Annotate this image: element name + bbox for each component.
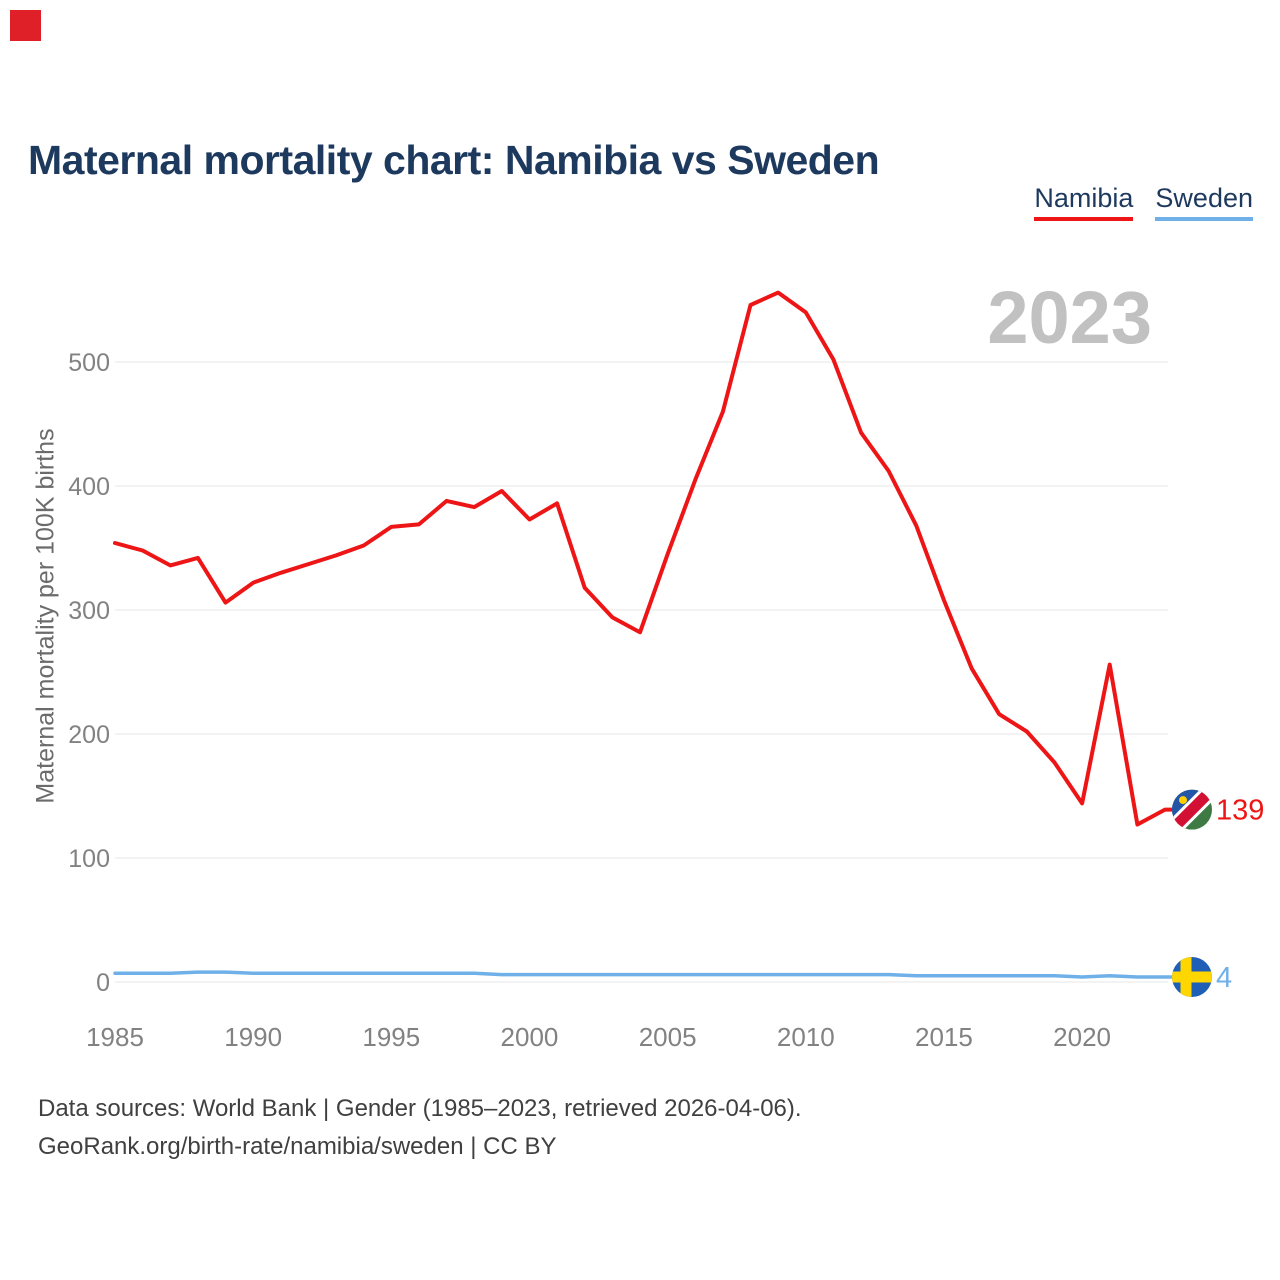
footer-sources-line: Data sources: World Bank | Gender (1985–2023, retrieved 2026-04-06).	[38, 1095, 802, 1122]
x-tick-label: 2000	[500, 1022, 559, 1052]
x-tick-label: 2010	[776, 1022, 835, 1052]
flag-sweden-icon	[1172, 957, 1212, 997]
end-value-label-namibia: 139	[1216, 794, 1265, 827]
flag-namibia-icon	[1168, 786, 1216, 834]
y-tick-label: 100	[68, 845, 110, 873]
watermark-year: 2023	[987, 276, 1152, 359]
footer	[38, 1090, 802, 1166]
y-tick-label: 500	[68, 349, 110, 377]
y-tick-label: 0	[96, 969, 110, 997]
x-tick-label: 1995	[362, 1022, 421, 1052]
footer-url-line: GeoRank.org/birth-rate/namibia/sweden | CC BY	[38, 1133, 557, 1160]
end-value-label-sweden: 4	[1216, 962, 1233, 995]
x-tick-label: 1990	[224, 1022, 283, 1052]
y-axis-label: Maternal mortality per 100K births	[31, 428, 60, 804]
y-tick-label: 200	[68, 721, 110, 749]
legend-label-namibia: Namibia	[1034, 183, 1134, 213]
series-line-namibia	[115, 293, 1176, 825]
legend-label-sweden: Sweden	[1155, 183, 1253, 213]
series-line-sweden	[115, 972, 1176, 977]
page-title: Maternal mortality chart: Namibia vs Sweden	[28, 137, 880, 184]
y-tick-label: 300	[68, 597, 110, 625]
y-tick-label: 400	[68, 473, 110, 501]
x-tick-label: 2005	[638, 1022, 697, 1052]
x-tick-label: 1985	[86, 1022, 144, 1052]
x-tick-label: 2020	[1053, 1022, 1112, 1052]
x-tick-label: 2015	[915, 1022, 973, 1052]
